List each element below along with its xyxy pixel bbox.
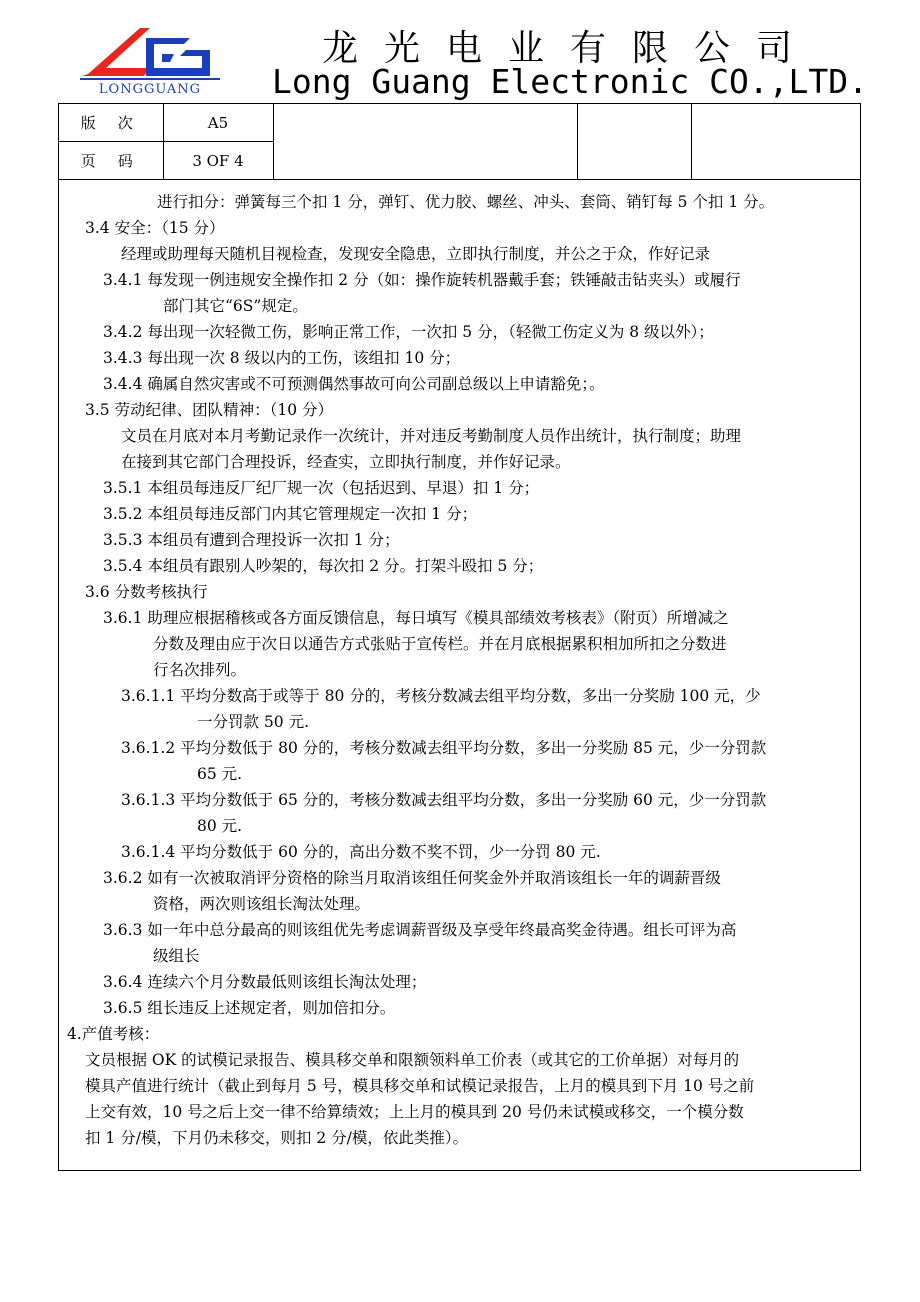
logo-mark-icon <box>70 24 230 82</box>
list-item: 3.6.1.3 平均分数低于 65 分的，考核分数减去组平均分数，多出一分奖励 60 元，少一分罚款 <box>121 791 767 809</box>
list-item-continuation: 级组长 <box>153 947 200 965</box>
list-item: 3.6.1.4 平均分数低于 60 分的，高出分数不奖不罚，少一分罚 80 元. <box>121 843 601 861</box>
blank-cell <box>273 104 577 180</box>
list-item: 3.6.1.1 平均分数高于或等于 80 分的，考核分数减去组平均分数，多出一分奖励 100 元，少 <box>121 687 761 705</box>
list-item: 3.6.2 如有一次被取消评分资格的除当月取消该组任何奖金外并取消该组长一年的调薪晋级 <box>103 869 721 887</box>
list-item: 3.4.4 确属自然灾害或不可预测偶然事故可向公司副总级以上申请豁免；。 <box>103 375 605 393</box>
paragraph-line: 扣 1 分/模，下月仍未移交，则扣 2 分/模，依此类推）。 <box>85 1129 469 1147</box>
logo-text: LONGGUANG <box>98 82 202 97</box>
company-name-english: Long Guang Electronic CO.,LTD. <box>271 62 869 101</box>
version-value: A5 <box>163 104 273 142</box>
page-header <box>58 18 869 101</box>
company-name-chinese: 龙光电业有限公司 <box>321 28 818 69</box>
paragraph-line: 经理或助理每天随机目视检查，发现安全隐患，立即执行制度，并公之于众，作好记录 <box>121 245 711 263</box>
list-item: 3.6.4 连续六个月分数最低则该组长淘汰处理； <box>103 973 427 991</box>
blank-cell <box>691 104 860 180</box>
list-item: 3.6.1 助理应根据稽核或各方面反馈信息，每日填写《模具部绩效考核表》（附页）所增减之 <box>103 609 729 627</box>
list-item: 3.5.1 本组员每违反厂纪厂规一次（包括迟到、早退）扣 1 分； <box>103 479 540 497</box>
paragraph-line: 模具产值进行统计（截止到每月 5 号，模具移交单和试模记录报告，上月的模具到下月 10 号之前 <box>85 1077 755 1095</box>
section-heading: 3.4 安全：（15 分） <box>85 219 225 237</box>
section-heading: 4.产值考核： <box>67 1025 160 1043</box>
section-heading: 3.6 分数考核执行 <box>85 583 208 601</box>
list-item-continuation: 一分罚款 50 元. <box>197 713 310 731</box>
page-value: 3 OF 4 <box>163 142 273 180</box>
version-label: 版次 <box>59 104 163 142</box>
paragraph-line: 进行扣分：弹簧每三个扣 1 分，弹钉、优力胶、螺丝、冲头、套筒、销钉每 5 个扣 1 分。 <box>157 193 775 211</box>
blank-cell <box>577 104 691 180</box>
list-item-continuation: 部门其它“6S”规定。 <box>163 297 308 315</box>
list-item-continuation: 行名次排列。 <box>153 661 247 679</box>
list-item: 3.5.2 本组员每违反部门内其它管理规定一次扣 1 分； <box>103 505 478 523</box>
paragraph-line: 在接到其它部门合理投诉，经查实，立即执行制度，并作好记录。 <box>121 453 571 471</box>
list-item: 3.4.2 每出现一次轻微工伤，影响正常工作，一次扣 5 分，（轻微工伤定义为 8 级以外）； <box>103 323 714 341</box>
paragraph-line: 上交有效，10 号之后上交一律不给算绩效；上上月的模具到 20 号仍未试模或移交，一个模分数 <box>85 1103 744 1121</box>
list-item-continuation: 分数及理由应于次日以通告方式张贴于宣传栏。并在月底根据累积相加所扣之分数进 <box>153 635 727 653</box>
list-item: 3.4.3 每出现一次 8 级以内的工伤，该组扣 10 分； <box>103 349 461 367</box>
list-item: 3.4.1 每发现一例违规安全操作扣 2 分（如：操作旋转机器戴手套；铁锤敲击钻夹头）或履行 <box>103 271 741 289</box>
list-item: 3.6.5 组长违反上述规定者，则加倍扣分。 <box>103 999 396 1017</box>
list-item: 3.6.3 如一年中总分最高的则该组优先考虑调薪晋级及享受年终最高奖金待遇。组长可评为高 <box>103 921 737 939</box>
document-frame <box>58 103 861 1171</box>
list-item-continuation: 资格，两次则该组长淘汰处理。 <box>153 895 371 913</box>
paragraph-line: 文员根据 OK 的试模记录报告、模具移交单和限额领料单工价表（或其它的工价单据）对每月的 <box>85 1051 740 1069</box>
document-info-table <box>59 104 860 180</box>
list-item-continuation: 65 元. <box>197 765 243 783</box>
list-item: 3.6.1.2 平均分数低于 80 分的，考核分数减去组平均分数，多出一分奖励 85 元，少一分罚款 <box>121 739 767 757</box>
table-row <box>59 104 860 142</box>
section-heading: 3.5 劳动纪律、团队精神：（10 分） <box>85 401 333 419</box>
company-logo <box>70 24 230 96</box>
list-item-continuation: 80 元. <box>197 817 243 835</box>
list-item: 3.5.4 本组员有跟别人吵架的，每次扣 2 分。打架斗殴扣 5 分； <box>103 557 544 575</box>
paragraph-line: 文员在月底对本月考勤记录作一次统计，并对违反考勤制度人员作出统计，执行制度；助理 <box>121 427 742 445</box>
page-label: 页码 <box>59 142 163 180</box>
list-item: 3.5.3 本组员有遭到合理投诉一次扣 1 分； <box>103 531 400 549</box>
